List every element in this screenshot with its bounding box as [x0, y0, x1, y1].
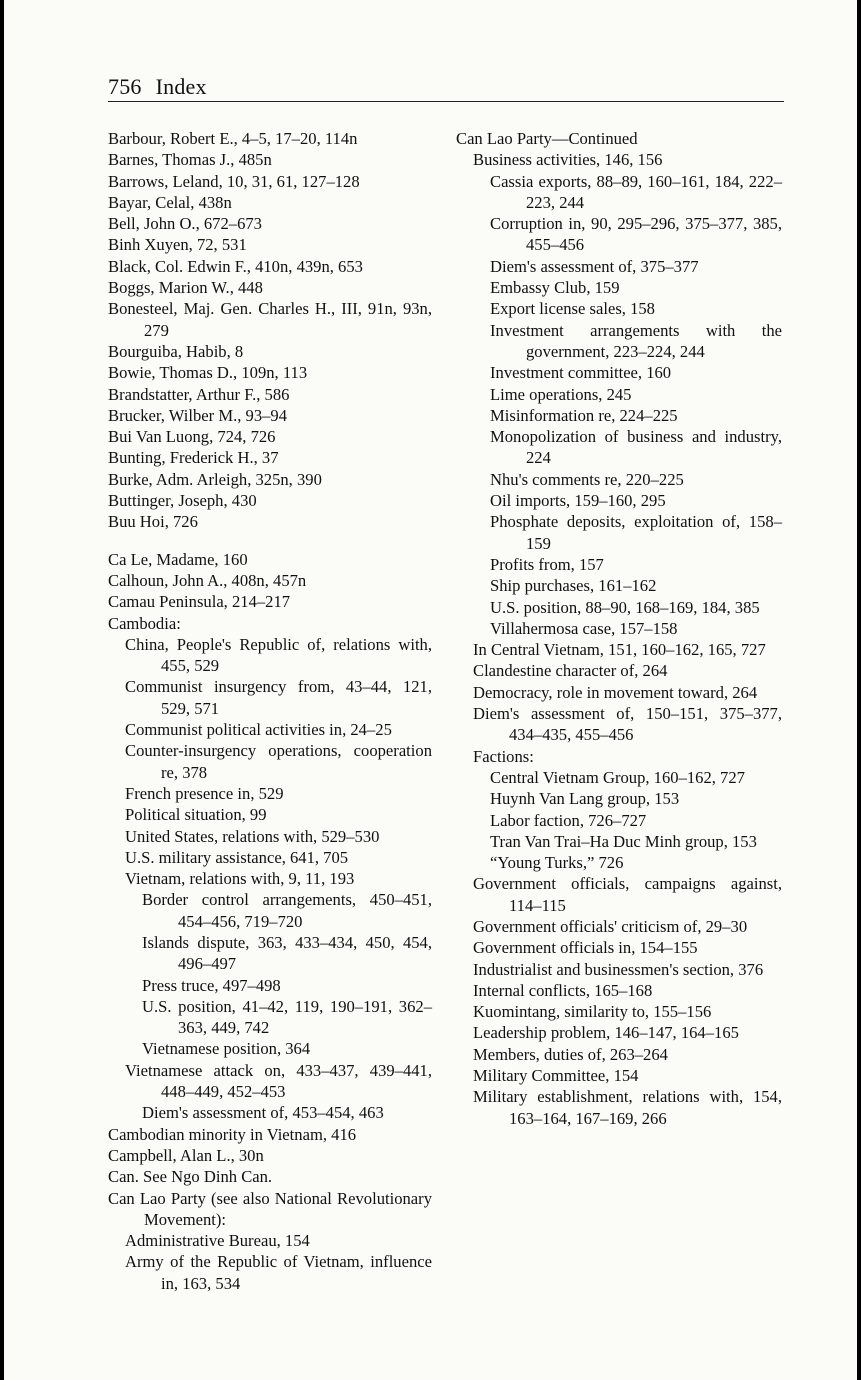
index-entry: Islands dispute, 363, 433–434, 450, 454, 496–497 [142, 932, 432, 974]
index-entry: Border control arrangements, 450–451, 454–456, 719–720 [142, 890, 432, 931]
index-entry: Press truce, 497–498 [142, 975, 281, 995]
index-entry: Binh Xuyen, 72, 531 [108, 235, 247, 255]
index-entry: Buu Hoi, 726 [108, 512, 198, 532]
index-entry: Factions: [473, 746, 534, 766]
index-entry: Investment arrangements with the government, 223–224, 244 [490, 320, 782, 361]
index-entry: Internal conflicts, 165–168 [473, 980, 653, 1000]
index-entry: Nhu's comments re, 220–225 [490, 469, 684, 489]
index-entry: Lime operations, 245 [490, 384, 632, 404]
index-entry: Export license sales, 158 [490, 299, 655, 319]
index-entry: Business activities, 146, 156 [473, 150, 663, 170]
index-entry: Government officials in, 154–155 [473, 938, 698, 958]
index-entry: Campbell, Alan L., 30n [108, 1145, 264, 1165]
index-entry: Investment committee, 160 [490, 363, 672, 383]
index-entry: Cambodia: [108, 613, 181, 633]
index-entry: Army of the Republic of Vietnam, influence in, 163, 534 [125, 1252, 432, 1293]
index-entry: Huynh Van Lang group, 153 [490, 789, 680, 809]
index-entry: Phosphate deposits, exploitation of, 158–159 [490, 512, 782, 553]
index-entry: U.S. military assistance, 641, 705 [125, 847, 349, 867]
index-entry: China, People's Republic of, relations with, 455, 529 [125, 634, 432, 676]
index-entry: Diem's assessment of, 150–151, 375–377, 434–435, 455–456 [473, 704, 782, 745]
index-entry: United States, relations with, 529–530 [125, 826, 380, 846]
index-entry: Military establishment, relations with, 154, 163–164, 167–169, 266 [473, 1087, 782, 1128]
index-entry: Barbour, Robert E., 4–5, 17–20, 114n [108, 129, 358, 148]
index-entry: Vietnam, relations with, 9, 11, 193 [125, 869, 355, 889]
index-entry: Bui Van Luong, 724, 726 [108, 427, 276, 447]
index-entry: Oil imports, 159–160, 295 [490, 491, 666, 511]
index-entry: Camau Peninsula, 214–217 [108, 592, 291, 612]
index-column-left [108, 128, 432, 1294]
index-entry: Members, duties of, 263–264 [473, 1044, 668, 1064]
index-entry: Buttinger, Joseph, 430 [108, 491, 257, 511]
index-entry: Administrative Bureau, 154 [125, 1231, 310, 1251]
index-entry: Leadership problem, 146–147, 164–165 [473, 1023, 739, 1043]
index-entry: Burke, Adm. Arleigh, 325n, 390 [108, 469, 322, 489]
index-entry: Cassia exports, 88–89, 160–161, 184, 222–223, 244 [490, 171, 782, 212]
index-entry: Ca Le, Madame, 160 [108, 549, 248, 569]
index-entry: Political situation, 99 [125, 805, 267, 825]
index-entry: Clandestine character of, 264 [473, 661, 668, 681]
index-entry: Communist political activities in, 24–25 [125, 720, 392, 740]
index-entry: French presence in, 529 [125, 783, 284, 803]
index-entry: Communist insurgency from, 43–44, 121, 529, 571 [125, 677, 432, 718]
index-entry: Industrialist and businessmen's section, 376 [473, 959, 764, 979]
letter-group-gap [108, 533, 432, 549]
index-entry: Cambodian minority in Vietnam, 416 [108, 1124, 357, 1144]
index-entry: Ship purchases, 161–162 [490, 576, 657, 596]
index-entry: Tran Van Trai–Ha Duc Minh group, 153 [490, 831, 757, 851]
index-entry: Can Lao Party (see also National Revolutionary Movement): [108, 1188, 432, 1229]
index-entry: Bowie, Thomas D., 109n, 113 [108, 363, 308, 383]
index-entry: Misinformation re, 224–225 [490, 405, 678, 425]
index-entry: Bonesteel, Maj. Gen. Charles H., III, 91n, 93n, 279 [108, 299, 432, 340]
index-entry: “Young Turks,” 726 [490, 853, 624, 873]
index-entry: Calhoun, John A., 408n, 457n [108, 570, 307, 590]
index-entry: Brucker, Wilber M., 93–94 [108, 405, 288, 425]
index-entry: Embassy Club, 159 [490, 278, 620, 298]
index-entry: Bunting, Frederick H., 37 [108, 448, 279, 468]
index-entry: Democracy, role in movement toward, 264 [473, 682, 758, 702]
index-entry: Military Committee, 154 [473, 1066, 639, 1086]
index-entry: In Central Vietnam, 151, 160–162, 165, 727 [473, 640, 766, 660]
index-entry: Diem's assessment of, 375–377 [490, 256, 699, 276]
index-entry: Government officials, campaigns against, 114–115 [473, 874, 782, 915]
index-entry: Corruption in, 90, 295–296, 375–377, 385, 455–456 [490, 214, 782, 255]
index-entry: Vietnamese position, 364 [142, 1039, 311, 1059]
index-entry: Bourguiba, Habib, 8 [108, 341, 244, 361]
index-entry: Monopolization of business and industry, 224 [490, 427, 782, 468]
index-entry: U.S. position, 41–42, 119, 190–191, 362–363, 449, 742 [142, 996, 432, 1038]
index-entry: Vietnamese attack on, 433–437, 439–441, 448–449, 452–453 [125, 1060, 432, 1102]
index-entry: Diem's assessment of, 453–454, 463 [142, 1103, 384, 1123]
index-entry: Barrows, Leland, 10, 31, 61, 127–128 [108, 171, 360, 191]
index-entry: Barnes, Thomas J., 485n [108, 150, 272, 170]
index-entry: Brandstatter, Arthur F., 586 [108, 384, 290, 404]
index-entry: Counter-insurgency operations, cooperation re, 378 [125, 741, 432, 782]
index-entry: Can Lao Party—Continued [456, 129, 638, 148]
running-title: Index [155, 74, 207, 99]
index-entry: Central Vietnam Group, 160–162, 727 [490, 767, 745, 787]
index-entry: Villahermosa case, 157–158 [490, 618, 678, 638]
index-entry: Can. See Ngo Dinh Can. [108, 1167, 273, 1187]
index-entry: Kuomintang, similarity to, 155–156 [473, 1002, 712, 1022]
page-number: 756 [108, 74, 142, 99]
index-entry: Government officials' criticism of, 29–30 [473, 916, 748, 936]
book-page [4, 0, 857, 1380]
index-entry: Profits from, 157 [490, 554, 604, 574]
index-entry: Bayar, Celal, 438n [108, 192, 232, 212]
index-entry: Labor faction, 726–727 [490, 810, 647, 830]
running-header [108, 72, 784, 102]
index-entry: Bell, John O., 672–673 [108, 214, 262, 234]
index-column-right [456, 128, 782, 1129]
index-entry: Boggs, Marion W., 448 [108, 278, 263, 298]
index-entry: U.S. position, 88–90, 168–169, 184, 385 [490, 597, 760, 617]
index-entry: Black, Col. Edwin F., 410n, 439n, 653 [108, 256, 363, 276]
